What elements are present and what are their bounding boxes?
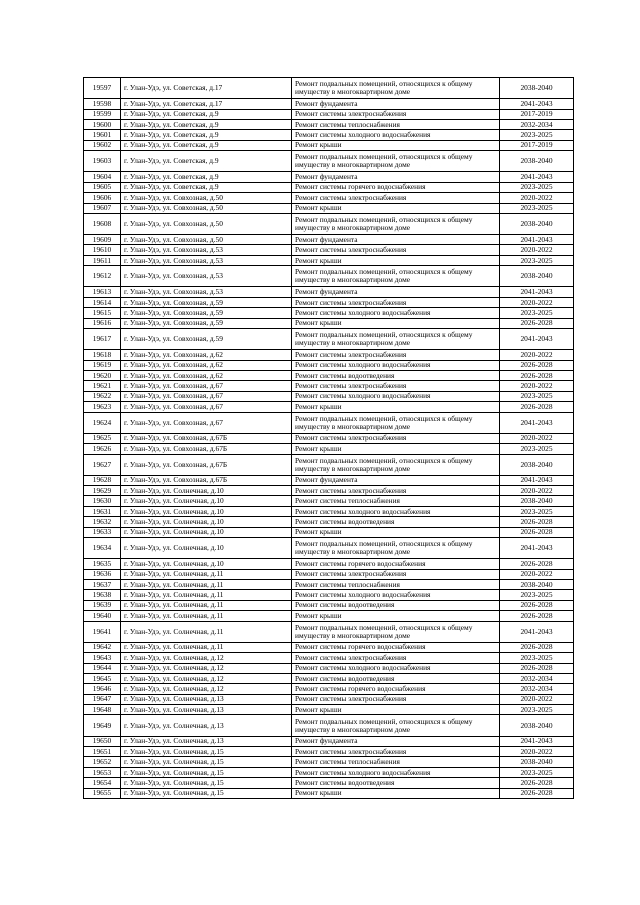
table-row — [84, 527, 574, 537]
cell-period: 2038-2040 — [500, 757, 574, 767]
cell-address: г. Улан-Удэ, ул. Солнечная, д.11 — [121, 569, 292, 579]
cell-period: 2041-2043 — [500, 287, 574, 297]
cell-work-type: Ремонт системы теплоснабжения — [292, 757, 500, 767]
cell-period: 2041-2043 — [500, 235, 574, 245]
cell-row-number: 19613 — [84, 287, 121, 297]
cell-address: г. Улан-Удэ, ул. Солнечная, д.10 — [121, 527, 292, 537]
table-row — [84, 486, 574, 496]
cell-address: г. Улан-Удэ, ул. Советская, д.9 — [121, 130, 292, 140]
cell-address: г. Улан-Удэ, ул. Солнечная, д.11 — [121, 642, 292, 652]
cell-address: г. Улан-Удэ, ул. Совхозная, д.59 — [121, 308, 292, 318]
cell-address: г. Улан-Удэ, ул. Солнечная, д.11 — [121, 621, 292, 642]
cell-work-type: Ремонт системы теплоснабжения — [292, 496, 500, 506]
table-row — [84, 297, 574, 307]
cell-period: 2026-2028 — [500, 517, 574, 527]
cell-period: 2023-2025 — [500, 391, 574, 401]
cell-row-number: 19611 — [84, 255, 121, 265]
cell-period: 2041-2043 — [500, 329, 574, 350]
table-row — [84, 621, 574, 642]
cell-row-number: 19622 — [84, 391, 121, 401]
cell-row-number: 19646 — [84, 684, 121, 694]
table-row — [84, 308, 574, 318]
cell-address: г. Улан-Удэ, ул. Совхозная, д.53 — [121, 287, 292, 297]
cell-period: 2020-2022 — [500, 381, 574, 391]
cell-address: г. Улан-Удэ, ул. Совхозная, д.62 — [121, 370, 292, 380]
table-row — [84, 705, 574, 715]
cell-address: г. Улан-Удэ, ул. Советская, д.9 — [121, 182, 292, 192]
cell-work-type: Ремонт системы горячего водоснабжения — [292, 642, 500, 652]
cell-address: г. Улан-Удэ, ул. Солнечная, д.11 — [121, 590, 292, 600]
cell-row-number: 19614 — [84, 297, 121, 307]
cell-row-number: 19606 — [84, 193, 121, 203]
cell-row-number: 19615 — [84, 308, 121, 318]
table-row — [84, 569, 574, 579]
cell-row-number: 19652 — [84, 757, 121, 767]
cell-row-number: 19612 — [84, 266, 121, 287]
cell-address: г. Улан-Удэ, ул. Солнечная, д.11 — [121, 580, 292, 590]
cell-work-type: Ремонт подвальных помещений, относящихся к общему имуществу в многоквартирном доме — [292, 715, 500, 736]
table-row — [84, 506, 574, 516]
cell-period: 2026-2028 — [500, 600, 574, 610]
cell-address: г. Улан-Удэ, ул. Солнечная, д.15 — [121, 757, 292, 767]
cell-row-number: 19642 — [84, 642, 121, 652]
table-row — [84, 151, 574, 172]
table-row — [84, 600, 574, 610]
cell-period: 2038-2040 — [500, 266, 574, 287]
cell-period: 2023-2025 — [500, 590, 574, 600]
cell-period: 2032-2034 — [500, 684, 574, 694]
cell-row-number: 19600 — [84, 119, 121, 129]
cell-period: 2026-2028 — [500, 559, 574, 569]
cell-address: г. Улан-Удэ, ул. Совхозная, д.53 — [121, 266, 292, 287]
cell-address: г. Улан-Удэ, ул. Солнечная, д.10 — [121, 486, 292, 496]
cell-period: 2023-2025 — [500, 767, 574, 777]
table-row — [84, 109, 574, 119]
table-row — [84, 360, 574, 370]
cell-work-type: Ремонт системы электроснабжения — [292, 747, 500, 757]
table-row — [84, 182, 574, 192]
cell-address: г. Улан-Удэ, ул. Совхозная, д.67Б — [121, 433, 292, 443]
cell-period: 2041-2043 — [500, 621, 574, 642]
cell-row-number: 19634 — [84, 538, 121, 559]
cell-period: 2020-2022 — [500, 569, 574, 579]
cell-row-number: 19623 — [84, 402, 121, 412]
cell-period: 2026-2028 — [500, 611, 574, 621]
cell-work-type: Ремонт системы холодного водоснабжения — [292, 590, 500, 600]
cell-work-type: Ремонт системы водоотведения — [292, 517, 500, 527]
table-row — [84, 736, 574, 746]
table-row — [84, 130, 574, 140]
cell-row-number: 19626 — [84, 444, 121, 454]
cell-period: 2026-2028 — [500, 663, 574, 673]
cell-row-number: 19608 — [84, 213, 121, 234]
cell-row-number: 19610 — [84, 245, 121, 255]
table-row — [84, 287, 574, 297]
cell-address: г. Улан-Удэ, ул. Солнечная, д.10 — [121, 517, 292, 527]
cell-row-number: 19654 — [84, 778, 121, 788]
cell-period: 2020-2022 — [500, 193, 574, 203]
cell-work-type: Ремонт системы водоотведения — [292, 673, 500, 683]
cell-work-type: Ремонт крыши — [292, 611, 500, 621]
cell-address: г. Улан-Удэ, ул. Совхозная, д.67Б — [121, 475, 292, 485]
cell-work-type: Ремонт фундамента — [292, 475, 500, 485]
cell-work-type: Ремонт крыши — [292, 444, 500, 454]
cell-row-number: 19644 — [84, 663, 121, 673]
table-row — [84, 412, 574, 433]
table-row — [84, 99, 574, 109]
table-row — [84, 213, 574, 234]
cell-work-type: Ремонт крыши — [292, 788, 500, 798]
cell-row-number: 19648 — [84, 705, 121, 715]
cell-work-type: Ремонт подвальных помещений, относящихся к общему имуществу в многоквартирном доме — [292, 151, 500, 172]
table-row — [84, 673, 574, 683]
cell-row-number: 19655 — [84, 788, 121, 798]
cell-period: 2041-2043 — [500, 99, 574, 109]
cell-address: г. Улан-Удэ, ул. Советская, д.9 — [121, 151, 292, 172]
table-row — [84, 778, 574, 788]
cell-address: г. Улан-Удэ, ул. Солнечная, д.12 — [121, 684, 292, 694]
cell-row-number: 19625 — [84, 433, 121, 443]
table-row — [84, 433, 574, 443]
cell-work-type: Ремонт системы электроснабжения — [292, 381, 500, 391]
cell-period: 2026-2028 — [500, 360, 574, 370]
cell-row-number: 19649 — [84, 715, 121, 736]
cell-row-number: 19640 — [84, 611, 121, 621]
cell-work-type: Ремонт подвальных помещений, относящихся к общему имуществу в многоквартирном доме — [292, 78, 500, 99]
cell-work-type: Ремонт подвальных помещений, относящихся к общему имуществу в многоквартирном доме — [292, 329, 500, 350]
cell-period: 2026-2028 — [500, 778, 574, 788]
table-row — [84, 402, 574, 412]
cell-address: г. Улан-Удэ, ул. Советская, д.17 — [121, 99, 292, 109]
cell-work-type: Ремонт подвальных помещений, относящихся к общему имуществу в многоквартирном доме — [292, 266, 500, 287]
table-row — [84, 611, 574, 621]
cell-address: г. Улан-Удэ, ул. Совхозная, д.67 — [121, 412, 292, 433]
cell-row-number: 19604 — [84, 172, 121, 182]
cell-address: г. Улан-Удэ, ул. Солнечная, д.15 — [121, 778, 292, 788]
table-row — [84, 757, 574, 767]
cell-address: г. Улан-Удэ, ул. Солнечная, д.12 — [121, 663, 292, 673]
cell-address: г. Улан-Удэ, ул. Совхозная, д.67 — [121, 391, 292, 401]
cell-address: г. Улан-Удэ, ул. Солнечная, д.10 — [121, 506, 292, 516]
cell-period: 2038-2040 — [500, 496, 574, 506]
table-row — [84, 140, 574, 150]
cell-row-number: 19616 — [84, 318, 121, 328]
repair-schedule-body — [84, 78, 574, 799]
table-row — [84, 78, 574, 99]
cell-period: 2032-2034 — [500, 673, 574, 683]
cell-row-number: 19637 — [84, 580, 121, 590]
cell-work-type: Ремонт системы электроснабжения — [292, 350, 500, 360]
cell-address: г. Улан-Удэ, ул. Солнечная, д.12 — [121, 673, 292, 683]
cell-period: 2041-2043 — [500, 538, 574, 559]
cell-period: 2026-2028 — [500, 370, 574, 380]
cell-period: 2020-2022 — [500, 747, 574, 757]
cell-period: 2017-2019 — [500, 109, 574, 119]
cell-period: 2026-2028 — [500, 642, 574, 652]
cell-row-number: 19628 — [84, 475, 121, 485]
cell-work-type: Ремонт системы холодного водоснабжения — [292, 506, 500, 516]
cell-work-type: Ремонт фундамента — [292, 736, 500, 746]
cell-row-number: 19609 — [84, 235, 121, 245]
cell-period: 2041-2043 — [500, 736, 574, 746]
cell-period: 2038-2040 — [500, 151, 574, 172]
cell-address: г. Улан-Удэ, ул. Совхозная, д.59 — [121, 297, 292, 307]
cell-address: г. Улан-Удэ, ул. Солнечная, д.11 — [121, 611, 292, 621]
table-row — [84, 245, 574, 255]
cell-row-number: 19651 — [84, 747, 121, 757]
cell-address: г. Улан-Удэ, ул. Совхозная, д.67Б — [121, 444, 292, 454]
cell-work-type: Ремонт фундамента — [292, 235, 500, 245]
cell-work-type: Ремонт фундамента — [292, 172, 500, 182]
cell-row-number: 19645 — [84, 673, 121, 683]
cell-work-type: Ремонт крыши — [292, 318, 500, 328]
cell-row-number: 19601 — [84, 130, 121, 140]
cell-work-type: Ремонт системы холодного водоснабжения — [292, 130, 500, 140]
cell-work-type: Ремонт системы электроснабжения — [292, 297, 500, 307]
cell-row-number: 19650 — [84, 736, 121, 746]
cell-period: 2038-2040 — [500, 213, 574, 234]
table-row — [84, 788, 574, 798]
cell-period: 2032-2034 — [500, 119, 574, 129]
cell-work-type: Ремонт системы холодного водоснабжения — [292, 308, 500, 318]
cell-period: 2026-2028 — [500, 402, 574, 412]
table-row — [84, 235, 574, 245]
table-row — [84, 203, 574, 213]
cell-address: г. Улан-Удэ, ул. Совхозная, д.53 — [121, 255, 292, 265]
table-row — [84, 590, 574, 600]
cell-work-type: Ремонт системы горячего водоснабжения — [292, 559, 500, 569]
cell-row-number: 19624 — [84, 412, 121, 433]
cell-work-type: Ремонт подвальных помещений, относящихся к общему имуществу в многоквартирном доме — [292, 412, 500, 433]
cell-row-number: 19619 — [84, 360, 121, 370]
cell-row-number: 19631 — [84, 506, 121, 516]
cell-address: г. Улан-Удэ, ул. Совхозная, д.50 — [121, 213, 292, 234]
cell-address: г. Улан-Удэ, ул. Солнечная, д.11 — [121, 600, 292, 610]
cell-address: г. Улан-Удэ, ул. Советская, д.9 — [121, 119, 292, 129]
cell-address: г. Улан-Удэ, ул. Совхозная, д.53 — [121, 245, 292, 255]
table-row — [84, 255, 574, 265]
cell-row-number: 19597 — [84, 78, 121, 99]
cell-work-type: Ремонт системы горячего водоснабжения — [292, 182, 500, 192]
cell-row-number: 19635 — [84, 559, 121, 569]
cell-address: г. Улан-Удэ, ул. Солнечная, д.13 — [121, 694, 292, 704]
cell-address: г. Улан-Удэ, ул. Солнечная, д.12 — [121, 653, 292, 663]
cell-row-number: 19627 — [84, 454, 121, 475]
cell-address: г. Улан-Удэ, ул. Солнечная, д.15 — [121, 747, 292, 757]
cell-row-number: 19603 — [84, 151, 121, 172]
cell-row-number: 19632 — [84, 517, 121, 527]
table-row — [84, 767, 574, 777]
cell-address: г. Улан-Удэ, ул. Совхозная, д.59 — [121, 318, 292, 328]
cell-work-type: Ремонт подвальных помещений, относящихся к общему имуществу в многоквартирном доме — [292, 621, 500, 642]
cell-period: 2041-2043 — [500, 475, 574, 485]
cell-work-type: Ремонт системы холодного водоснабжения — [292, 767, 500, 777]
cell-work-type: Ремонт крыши — [292, 402, 500, 412]
cell-address: г. Улан-Удэ, ул. Совхозная, д.67Б — [121, 454, 292, 475]
cell-work-type: Ремонт крыши — [292, 705, 500, 715]
cell-period: 2038-2040 — [500, 78, 574, 99]
table-row — [84, 329, 574, 350]
cell-address: г. Улан-Удэ, ул. Совхозная, д.59 — [121, 329, 292, 350]
cell-address: г. Улан-Удэ, ул. Солнечная, д.10 — [121, 559, 292, 569]
cell-work-type: Ремонт подвальных помещений, относящихся к общему имуществу в многоквартирном доме — [292, 213, 500, 234]
cell-period: 2020-2022 — [500, 433, 574, 443]
table-row — [84, 381, 574, 391]
cell-row-number: 19633 — [84, 527, 121, 537]
cell-period: 2023-2025 — [500, 308, 574, 318]
cell-work-type: Ремонт системы теплоснабжения — [292, 580, 500, 590]
cell-address: г. Улан-Удэ, ул. Совхозная, д.50 — [121, 203, 292, 213]
cell-period: 2038-2040 — [500, 580, 574, 590]
cell-address: г. Улан-Удэ, ул. Солнечная, д.10 — [121, 538, 292, 559]
cell-address: г. Улан-Удэ, ул. Совхозная, д.62 — [121, 360, 292, 370]
cell-work-type: Ремонт подвальных помещений, относящихся к общему имуществу в многоквартирном доме — [292, 454, 500, 475]
table-row — [84, 715, 574, 736]
cell-address: г. Улан-Удэ, ул. Советская, д.9 — [121, 140, 292, 150]
table-row — [84, 444, 574, 454]
cell-period: 2017-2019 — [500, 140, 574, 150]
cell-row-number: 19599 — [84, 109, 121, 119]
cell-work-type: Ремонт системы электроснабжения — [292, 569, 500, 579]
cell-row-number: 19621 — [84, 381, 121, 391]
table-row — [84, 475, 574, 485]
table-row — [84, 318, 574, 328]
cell-work-type: Ремонт подвальных помещений, относящихся к общему имуществу в многоквартирном доме — [292, 538, 500, 559]
cell-work-type: Ремонт системы электроснабжения — [292, 486, 500, 496]
cell-period: 2023-2025 — [500, 203, 574, 213]
cell-period: 2026-2028 — [500, 788, 574, 798]
cell-period: 2020-2022 — [500, 350, 574, 360]
cell-row-number: 19602 — [84, 140, 121, 150]
cell-period: 2020-2022 — [500, 694, 574, 704]
cell-row-number: 19647 — [84, 694, 121, 704]
table-row — [84, 684, 574, 694]
table-row — [84, 266, 574, 287]
cell-period: 2041-2043 — [500, 172, 574, 182]
cell-address: г. Улан-Удэ, ул. Солнечная, д.13 — [121, 736, 292, 746]
cell-row-number: 19618 — [84, 350, 121, 360]
cell-address: г. Улан-Удэ, ул. Совхозная, д.50 — [121, 235, 292, 245]
cell-work-type: Ремонт системы водоотведения — [292, 370, 500, 380]
cell-work-type: Ремонт системы электроснабжения — [292, 193, 500, 203]
cell-work-type: Ремонт крыши — [292, 255, 500, 265]
cell-row-number: 19636 — [84, 569, 121, 579]
table-row — [84, 538, 574, 559]
table-row — [84, 663, 574, 673]
cell-period: 2023-2025 — [500, 506, 574, 516]
table-row — [84, 193, 574, 203]
cell-period: 2023-2025 — [500, 653, 574, 663]
table-row — [84, 642, 574, 652]
cell-period: 2020-2022 — [500, 486, 574, 496]
cell-row-number: 19630 — [84, 496, 121, 506]
cell-period: 2026-2028 — [500, 527, 574, 537]
cell-address: г. Улан-Удэ, ул. Солнечная, д.15 — [121, 767, 292, 777]
cell-work-type: Ремонт крыши — [292, 527, 500, 537]
cell-work-type: Ремонт системы электроснабжения — [292, 433, 500, 443]
cell-address: г. Улан-Удэ, ул. Солнечная, д.13 — [121, 715, 292, 736]
cell-address: г. Улан-Удэ, ул. Солнечная, д.10 — [121, 496, 292, 506]
table-row — [84, 370, 574, 380]
cell-row-number: 19653 — [84, 767, 121, 777]
cell-period: 2023-2025 — [500, 182, 574, 192]
table-row — [84, 559, 574, 569]
cell-period: 2023-2025 — [500, 130, 574, 140]
cell-work-type: Ремонт фундамента — [292, 99, 500, 109]
cell-period: 2026-2028 — [500, 318, 574, 328]
cell-address: г. Улан-Удэ, ул. Советская, д.9 — [121, 172, 292, 182]
table-row — [84, 172, 574, 182]
table-row — [84, 454, 574, 475]
repair-schedule-table — [83, 77, 574, 799]
cell-work-type: Ремонт системы горячего водоснабжения — [292, 684, 500, 694]
cell-address: г. Улан-Удэ, ул. Советская, д.9 — [121, 109, 292, 119]
cell-address: г. Улан-Удэ, ул. Солнечная, д.15 — [121, 788, 292, 798]
cell-row-number: 19629 — [84, 486, 121, 496]
cell-period: 2041-2043 — [500, 412, 574, 433]
cell-period: 2023-2025 — [500, 705, 574, 715]
cell-row-number: 19620 — [84, 370, 121, 380]
cell-work-type: Ремонт системы электроснабжения — [292, 245, 500, 255]
table-row — [84, 580, 574, 590]
cell-period: 2038-2040 — [500, 454, 574, 475]
cell-work-type: Ремонт системы холодного водоснабжения — [292, 360, 500, 370]
cell-work-type: Ремонт системы холодного водоснабжения — [292, 391, 500, 401]
cell-row-number: 19638 — [84, 590, 121, 600]
cell-address: г. Улан-Удэ, ул. Солнечная, д.13 — [121, 705, 292, 715]
cell-period: 2023-2025 — [500, 255, 574, 265]
table-row — [84, 496, 574, 506]
table-row — [84, 694, 574, 704]
cell-row-number: 19598 — [84, 99, 121, 109]
cell-row-number: 19607 — [84, 203, 121, 213]
cell-row-number: 19605 — [84, 182, 121, 192]
cell-address: г. Улан-Удэ, ул. Совхозная, д.62 — [121, 350, 292, 360]
cell-work-type: Ремонт фундамента — [292, 287, 500, 297]
cell-work-type: Ремонт крыши — [292, 203, 500, 213]
cell-work-type: Ремонт крыши — [292, 140, 500, 150]
cell-period: 2023-2025 — [500, 444, 574, 454]
cell-address: г. Улан-Удэ, ул. Совхозная, д.67 — [121, 402, 292, 412]
cell-address: г. Улан-Удэ, ул. Советская, д.17 — [121, 78, 292, 99]
cell-address: г. Улан-Удэ, ул. Совхозная, д.50 — [121, 193, 292, 203]
cell-row-number: 19617 — [84, 329, 121, 350]
table-row — [84, 350, 574, 360]
table-row — [84, 653, 574, 663]
cell-row-number: 19643 — [84, 653, 121, 663]
cell-work-type: Ремонт системы электроснабжения — [292, 653, 500, 663]
cell-work-type: Ремонт системы электроснабжения — [292, 109, 500, 119]
cell-row-number: 19641 — [84, 621, 121, 642]
cell-row-number: 19639 — [84, 600, 121, 610]
cell-address: г. Улан-Удэ, ул. Совхозная, д.67 — [121, 381, 292, 391]
cell-work-type: Ремонт системы водоотведения — [292, 600, 500, 610]
cell-work-type: Ремонт системы водоотведения — [292, 778, 500, 788]
table-row — [84, 391, 574, 401]
table-row — [84, 747, 574, 757]
cell-work-type: Ремонт системы холодного водоснабжения — [292, 663, 500, 673]
cell-period: 2020-2022 — [500, 245, 574, 255]
cell-work-type: Ремонт системы электроснабжения — [292, 694, 500, 704]
cell-period: 2020-2022 — [500, 297, 574, 307]
cell-work-type: Ремонт системы теплоснабжения — [292, 119, 500, 129]
cell-period: 2038-2040 — [500, 715, 574, 736]
table-row — [84, 119, 574, 129]
table-row — [84, 517, 574, 527]
